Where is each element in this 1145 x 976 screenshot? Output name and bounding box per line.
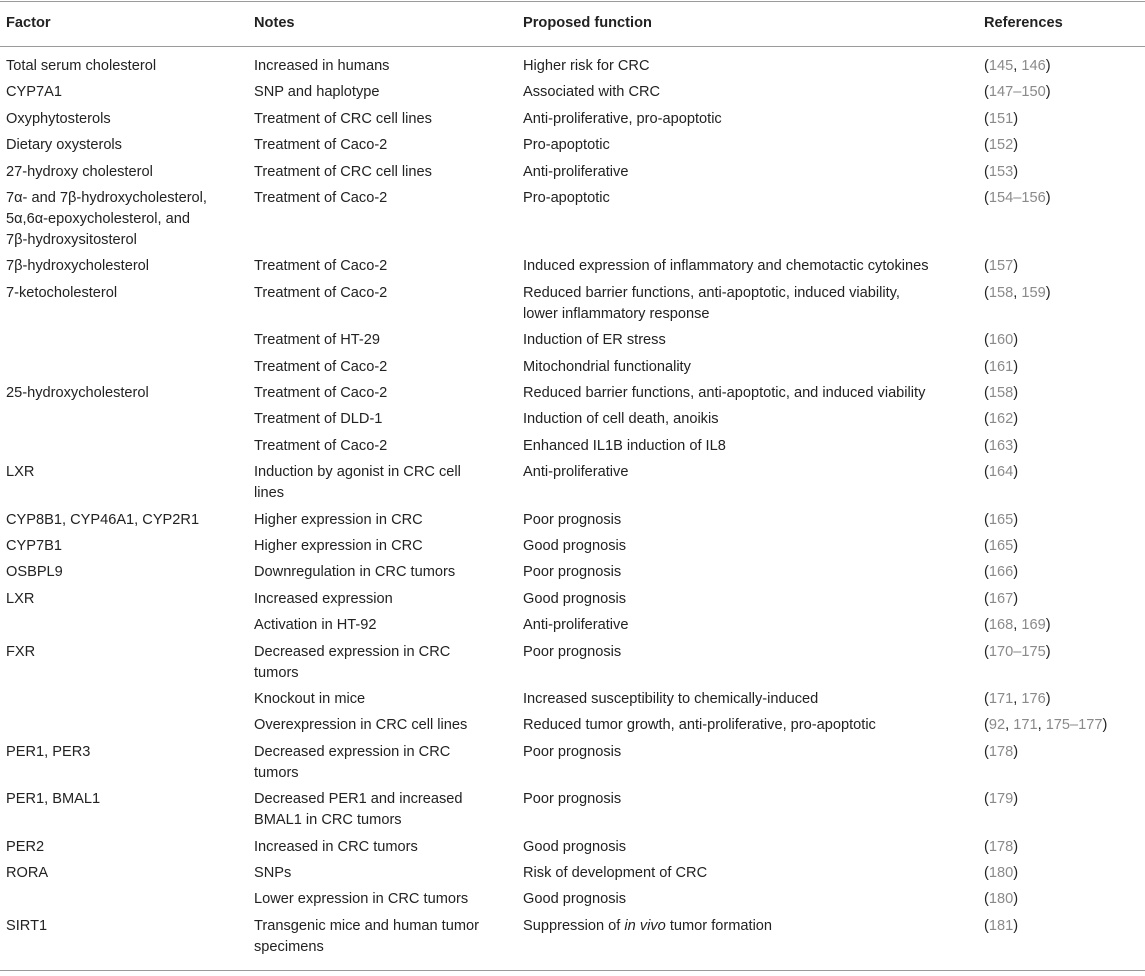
cell-proposed-function: Anti-proliferative	[523, 464, 629, 481]
cell-references: (92, 171, 175–177)	[984, 717, 1108, 734]
reference-link[interactable]: 152	[988, 137, 1014, 154]
cell-proposed-function: Reduced barrier functions, anti-apoptotic, and induced viability	[523, 385, 926, 401]
cell-references: (168, 169)	[984, 617, 1051, 634]
reference-link[interactable]: 171	[988, 691, 1014, 707]
cell-factor: PER1, PER3	[6, 743, 91, 760]
cell-references: (178)	[984, 743, 1019, 760]
reference-link[interactable]: 171	[1013, 717, 1038, 734]
cell-notes: Knockout in mice	[254, 691, 366, 707]
reference-separator: ,	[1013, 617, 1022, 634]
cell-references: (178)	[984, 838, 1019, 855]
cell-notes: Treatment of Caco-2	[254, 358, 388, 375]
cell-notes: Treatment of Caco-2	[254, 190, 388, 206]
reference-link[interactable]: 170–175	[988, 643, 1046, 660]
reference-link[interactable]: 157	[988, 258, 1014, 275]
cell-proposed-function: Pro-apoptotic	[523, 190, 610, 206]
cell-factor: PER1, BMAL1	[6, 791, 101, 808]
reference-link[interactable]: 163	[988, 437, 1014, 454]
reference-link[interactable]: 146	[1021, 58, 1046, 74]
cell-references: (165)	[984, 511, 1019, 528]
cell-proposed-function: Reduced barrier functions, anti-apoptotic, induced viability, lower inflammatory response	[523, 284, 900, 322]
cell-proposed-function: Poor prognosis	[523, 643, 622, 660]
cell-references: (157)	[984, 258, 1019, 275]
header-notes: Notes	[254, 15, 295, 31]
header-proposed-function: Proposed function	[523, 15, 652, 31]
cell-references: (163)	[984, 437, 1019, 454]
cell-factor: Total serum cholesterol	[6, 58, 157, 74]
cell-references: (151)	[984, 110, 1019, 127]
reference-separator: ,	[1013, 58, 1022, 74]
cell-proposed-function: Induction of cell death, anoikis	[523, 411, 719, 428]
cell-notes: Decreased expression in CRC tumors	[254, 643, 451, 681]
reference-link[interactable]: 179	[988, 791, 1014, 808]
cell-proposed-function: Higher risk for CRC	[523, 58, 650, 74]
cell-factor: CYP8B1, CYP46A1, CYP2R1	[6, 511, 200, 528]
cell-factor: 25-hydroxycholesterol	[6, 385, 149, 401]
reference-link[interactable]: 159	[1021, 284, 1046, 301]
cell-references: (180)	[984, 891, 1019, 908]
cell-factor: SIRT1	[6, 917, 48, 934]
cell-notes: SNPs	[254, 865, 292, 881]
cell-factor: Dietary oxysterols	[6, 137, 122, 154]
cell-factor: Oxyphytosterols	[6, 110, 111, 127]
cell-notes: Increased expression	[254, 590, 393, 607]
cell-proposed-function: Good prognosis	[523, 590, 627, 607]
cell-notes: Treatment of Caco-2	[254, 137, 388, 154]
cell-proposed-function: Poor prognosis	[523, 564, 622, 581]
reference-link[interactable]: 158	[988, 385, 1014, 401]
reference-link[interactable]: 147–150	[988, 84, 1046, 101]
reference-link[interactable]: 176	[1021, 691, 1046, 707]
cell-factor: 7β-hydroxycholesterol	[6, 258, 150, 275]
cell-proposed-function: Associated with CRC	[523, 84, 661, 101]
cell-factor: 27-hydroxy cholesterol	[6, 163, 153, 180]
text-fragment: Suppression of	[523, 917, 625, 934]
cell-factor: OSBPL9	[6, 564, 63, 581]
cell-proposed-function: Anti-proliferative	[523, 617, 629, 634]
table-top-rule	[0, 1, 1145, 2]
cell-factor: LXR	[6, 590, 35, 607]
reference-link[interactable]: 175–177	[1045, 717, 1103, 734]
cell-references: (166)	[984, 564, 1019, 581]
table-header-rule	[0, 46, 1145, 47]
cell-proposed-function: Reduced tumor growth, anti-proliferative, pro-apoptotic	[523, 717, 876, 734]
cell-proposed-function: Poor prognosis	[523, 791, 622, 808]
reference-link[interactable]: 166	[988, 564, 1014, 581]
cell-references: (158, 159)	[984, 284, 1051, 301]
reference-link[interactable]: 92	[988, 717, 1006, 734]
cell-notes: SNP and haplotype	[254, 84, 380, 101]
cell-factor: FXR	[6, 643, 36, 660]
reference-link[interactable]: 168	[988, 617, 1014, 634]
cell-references: (147–150)	[984, 84, 1051, 101]
cell-references: (164)	[984, 464, 1019, 481]
reference-separator: ,	[1013, 284, 1022, 301]
cell-notes: Lower expression in CRC tumors	[254, 891, 469, 908]
reference-link[interactable]: 164	[988, 464, 1014, 481]
cell-notes: Overexpression in CRC cell lines	[254, 717, 468, 734]
reference-link[interactable]: 178	[988, 743, 1014, 760]
cell-notes: Decreased PER1 and increased BMAL1 in CRC tumors	[254, 791, 463, 829]
cell-references: (179)	[984, 791, 1019, 808]
header-references: References	[984, 15, 1063, 31]
cell-notes: Higher expression in CRC	[254, 538, 423, 554]
cell-notes: Treatment of Caco-2	[254, 258, 388, 275]
reference-link[interactable]: 151	[988, 110, 1014, 127]
cell-notes: Treatment of Caco-2	[254, 437, 388, 454]
cell-proposed-function	[523, 916, 973, 937]
cell-proposed-function: Good prognosis	[523, 538, 627, 554]
cell-references: (165)	[984, 538, 1019, 554]
cell-proposed-function: Good prognosis	[523, 891, 627, 908]
reference-link[interactable]: 180	[988, 891, 1014, 908]
cell-references: (152)	[984, 137, 1019, 154]
cell-notes: Treatment of CRC cell lines	[254, 163, 432, 180]
cell-notes: Treatment of DLD-1	[254, 411, 383, 428]
cell-proposed-function: Risk of development of CRC	[523, 865, 708, 881]
cell-references: (160)	[984, 332, 1019, 349]
cell-references: (153)	[984, 163, 1019, 180]
cell-references: (171, 176)	[984, 691, 1051, 707]
reference-link[interactable]: 162	[988, 411, 1014, 428]
reference-separator: ,	[1037, 717, 1046, 734]
cell-proposed-function: Mitochondrial functionality	[523, 358, 691, 375]
italic-text: in vivo	[624, 917, 666, 934]
cell-notes: Activation in HT-92	[254, 617, 377, 634]
reference-link[interactable]: 167	[988, 590, 1014, 607]
reference-link[interactable]: 145	[988, 58, 1014, 74]
cell-notes: Induction by agonist in CRC cell lines	[254, 464, 461, 502]
cell-notes: Decreased expression in CRC tumors	[254, 743, 451, 781]
cell-proposed-function: Poor prognosis	[523, 743, 622, 760]
reference-separator: ,	[1013, 691, 1022, 707]
cell-notes: Treatment of HT-29	[254, 332, 380, 349]
reference-separator: ,	[1005, 717, 1014, 734]
cell-notes: Treatment of Caco-2	[254, 284, 388, 301]
table-header	[0, 12, 1145, 36]
cell-references: (162)	[984, 411, 1019, 428]
reference-link[interactable]: 181	[988, 917, 1014, 934]
reference-link[interactable]: 165	[988, 538, 1014, 554]
cell-proposed-function: Anti-proliferative	[523, 163, 629, 180]
cell-notes: Increased in humans	[254, 58, 390, 74]
cell-proposed-function: Pro-apoptotic	[523, 137, 610, 154]
cell-proposed-function: Enhanced IL1B induction of IL8	[523, 437, 726, 454]
cell-notes: Transgenic mice and human tumor specimens	[254, 917, 479, 955]
reference-link[interactable]: 158	[988, 284, 1014, 301]
cell-references: (170–175)	[984, 643, 1051, 660]
cell-notes: Downregulation in CRC tumors	[254, 564, 456, 581]
cell-notes: Increased in CRC tumors	[254, 838, 418, 855]
header-factor: Factor	[6, 15, 51, 31]
cell-references: (161)	[984, 358, 1019, 375]
text-fragment: tumor formation	[665, 917, 773, 934]
cell-proposed-function: Poor prognosis	[523, 511, 622, 528]
cell-references: (145, 146)	[984, 58, 1051, 74]
cell-notes: Treatment of CRC cell lines	[254, 110, 432, 127]
reference-link[interactable]: 169	[1021, 617, 1046, 634]
cell-notes: Higher expression in CRC	[254, 511, 423, 528]
cell-references: (181)	[984, 917, 1019, 934]
reference-link[interactable]: 154–156	[988, 190, 1046, 206]
cell-factor: CYP7A1	[6, 84, 62, 101]
cell-proposed-function: Anti-proliferative, pro-apoptotic	[523, 110, 722, 127]
cell-factor: PER2	[6, 838, 45, 855]
table-bottom-rule	[0, 970, 1145, 971]
cell-factor: RORA	[6, 865, 49, 881]
cell-proposed-function: Good prognosis	[523, 838, 627, 855]
cell-proposed-function: Induction of ER stress	[523, 332, 666, 349]
reference-link[interactable]: 161	[988, 358, 1014, 375]
cell-references: (158)	[984, 385, 1019, 401]
reference-link[interactable]: 153	[988, 163, 1014, 180]
reference-link[interactable]: 160	[988, 332, 1014, 349]
cell-notes: Treatment of Caco-2	[254, 385, 388, 401]
cell-references: (180)	[984, 865, 1019, 881]
cell-proposed-function: Increased susceptibility to chemically-induced	[523, 691, 819, 707]
cell-proposed-function: Induced expression of inflammatory and chemotactic cytokines	[523, 258, 929, 275]
cell-references: (167)	[984, 590, 1019, 607]
reference-link[interactable]: 165	[988, 511, 1014, 528]
reference-link[interactable]: 178	[988, 838, 1014, 855]
cell-factor: CYP7B1	[6, 538, 62, 554]
cell-factor: 7α- and 7β-hydroxycholesterol, 5α,6α-epoxycholesterol, and 7β-hydroxysitosterol	[6, 190, 207, 248]
cell-factor: 7-ketocholesterol	[6, 284, 118, 301]
reference-link[interactable]: 180	[988, 865, 1014, 881]
cell-factor: LXR	[6, 464, 35, 481]
cell-references: (154–156)	[984, 190, 1051, 206]
